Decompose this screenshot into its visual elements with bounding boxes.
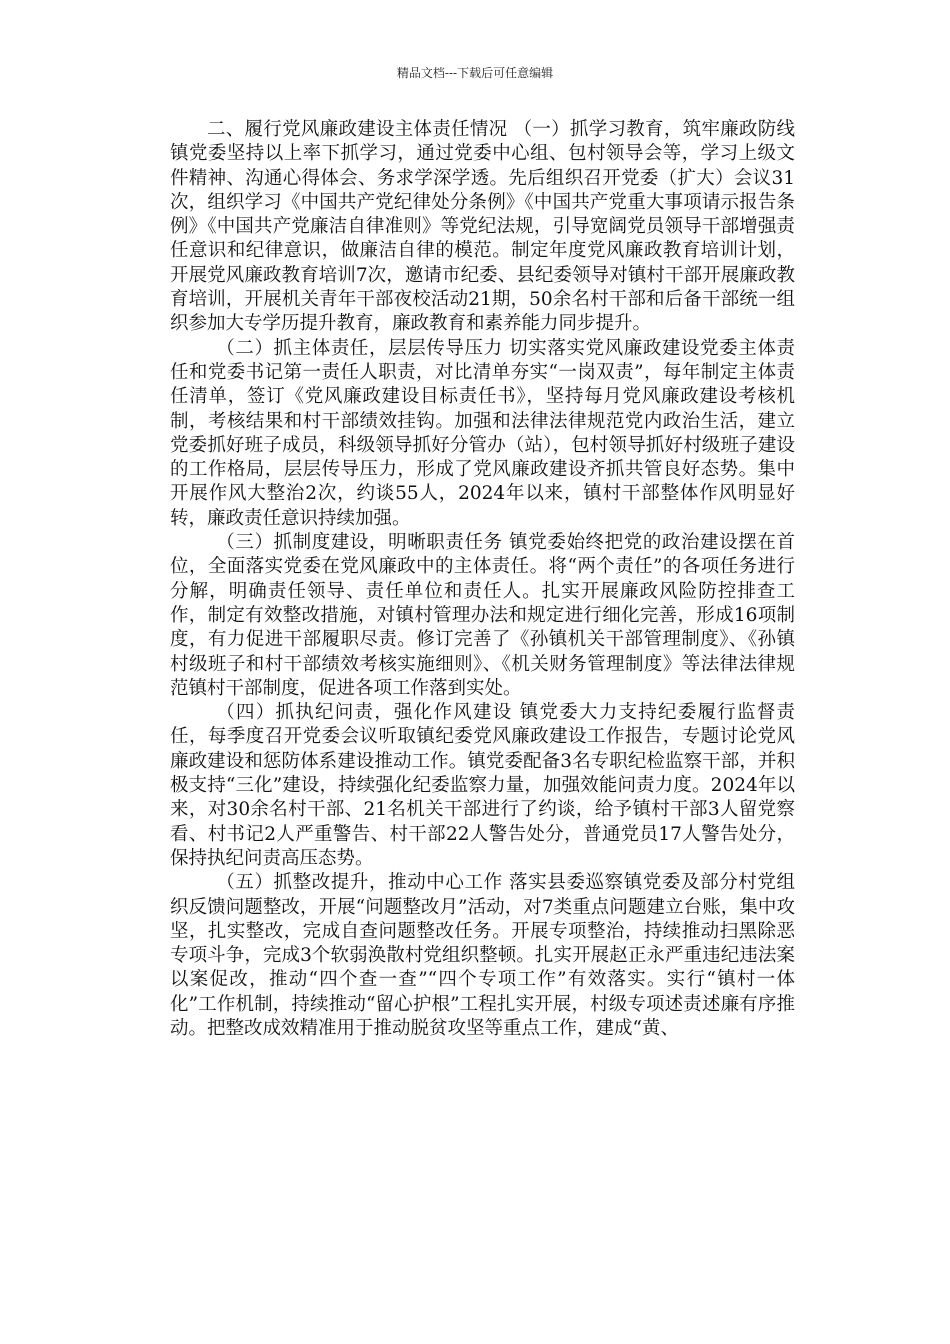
paragraph-rectification: （五）抓整改提升，推动中心工作 落实县委巡察镇党委及部分村党组织反馈问题整改，开展“问题整改月”活动，对7类重点问题建立台账，集中攻坚，扎实整改，完成自查问题整改任务。开展专项整治，持续推动扫黑除恶专项斗争，完成3个软弱涣散村党组织整顿。扎实开展赵正永严重违纪违法案以案促改，推动“四个查一查”“四个专项工作”有效落实。实行“镇村一体化”工作机制，持续推动“留心护根”工程扎实开展，村级专项述责述廉有序推动。把整改成效精准用于推动脱贫攻坚等重点工作，建成“黄、 <box>170 872 795 1039</box>
paragraph-system-building: （三）抓制度建设，明晰职责任务 镇党委始终把党的政治建设摆在首位，全面落实党委在党风廉政中的主体责任。将“两个责任”的各项任务进行分解，明确责任领导、责任单位和责任人。扎实开展廉政风险防控排查工作，制定有效整改措施，对镇村管理办法和规定进行细化完善，形成16项制度，有力促进干部履职尽责。修订完善了《孙镇机关干部管理制度》、《孙镇村级班子和村干部绩效考核实施细则》、《机关财务管理制度》等法律法律规范镇村干部制度，促进各项工作落到实处。 <box>170 532 795 699</box>
paragraph-discipline-accountability: （四）抓执纪问责，强化作风建设 镇党委大力支持纪委履行监督责任，每季度召开党委会议听取镇纪委党风廉政建设工作报告，专题讨论党风廉政建设和惩防体系建设推动工作。镇党委配备3名专职纪检监察干部，并积极支持“三化”建设，持续强化纪委监察力量，加强效能问责力度。2024年以来，对30余名村干部、21名机关干部进行了约谈，给予镇村干部3人留党察看、村书记2人严重警告、村干部22人警告处分，普通党员17人警告处分，保持执纪问责高压态势。 <box>170 702 795 869</box>
paragraph-subject-responsibility: （二）抓主体责任，层层传导压力 切实落实党风廉政建设党委主体责任和党委书记第一责任人职责，对比清单夯实“一岗双责”，每年制定主体责任清单，签订《党风廉政建设目标责任书》，坚持每月党风廉政建设考核机制，考核结果和村干部绩效挂钩。加强和法律法律规范党内政治生活，建立党委抓好班子成员，科级领导抓好分管办（站），包村领导抓好村级班子建设的工作格局，层层传导压力，形成了党风廉政建设齐抓共管良好态势。集中开展作风大整治2次，约谈55人，2024年以来，镇村干部整体作风明显好转，廉政责任意识持续加强。 <box>170 337 795 529</box>
page-header: 精品文档---下载后可任意编辑 <box>396 66 554 80</box>
paragraph-section-2-intro: 二、履行党风廉政建设主体责任情况 （一）抓学习教育，筑牢廉政防线 镇党委坚持以上率下抓学习，通过党委中心组、包村领导会等，学习上级文件精神、沟通心得体会、务求学深学透。先后组织召开党委（扩大）会议31次，组织学习《中国共产党纪律处分条例》《中国共产党重大事项请示报告条例》《中国共产党廉洁自律准则》等党纪法规，引导宽阔党员领导干部增强责任意识和纪律意识，做廉洁自律的模范。制定年度党风廉政教育培训计划，开展党风廉政教育培训7次，邀请市纪委、县纪委领导对镇村干部开展廉政教育培训，开展机关青年干部夜校活动21期，50余名村干部和后备干部统一组织参加大专学历提升教育，廉政教育和素养能力同步提升。 <box>170 119 795 335</box>
document-body <box>170 118 795 1041</box>
